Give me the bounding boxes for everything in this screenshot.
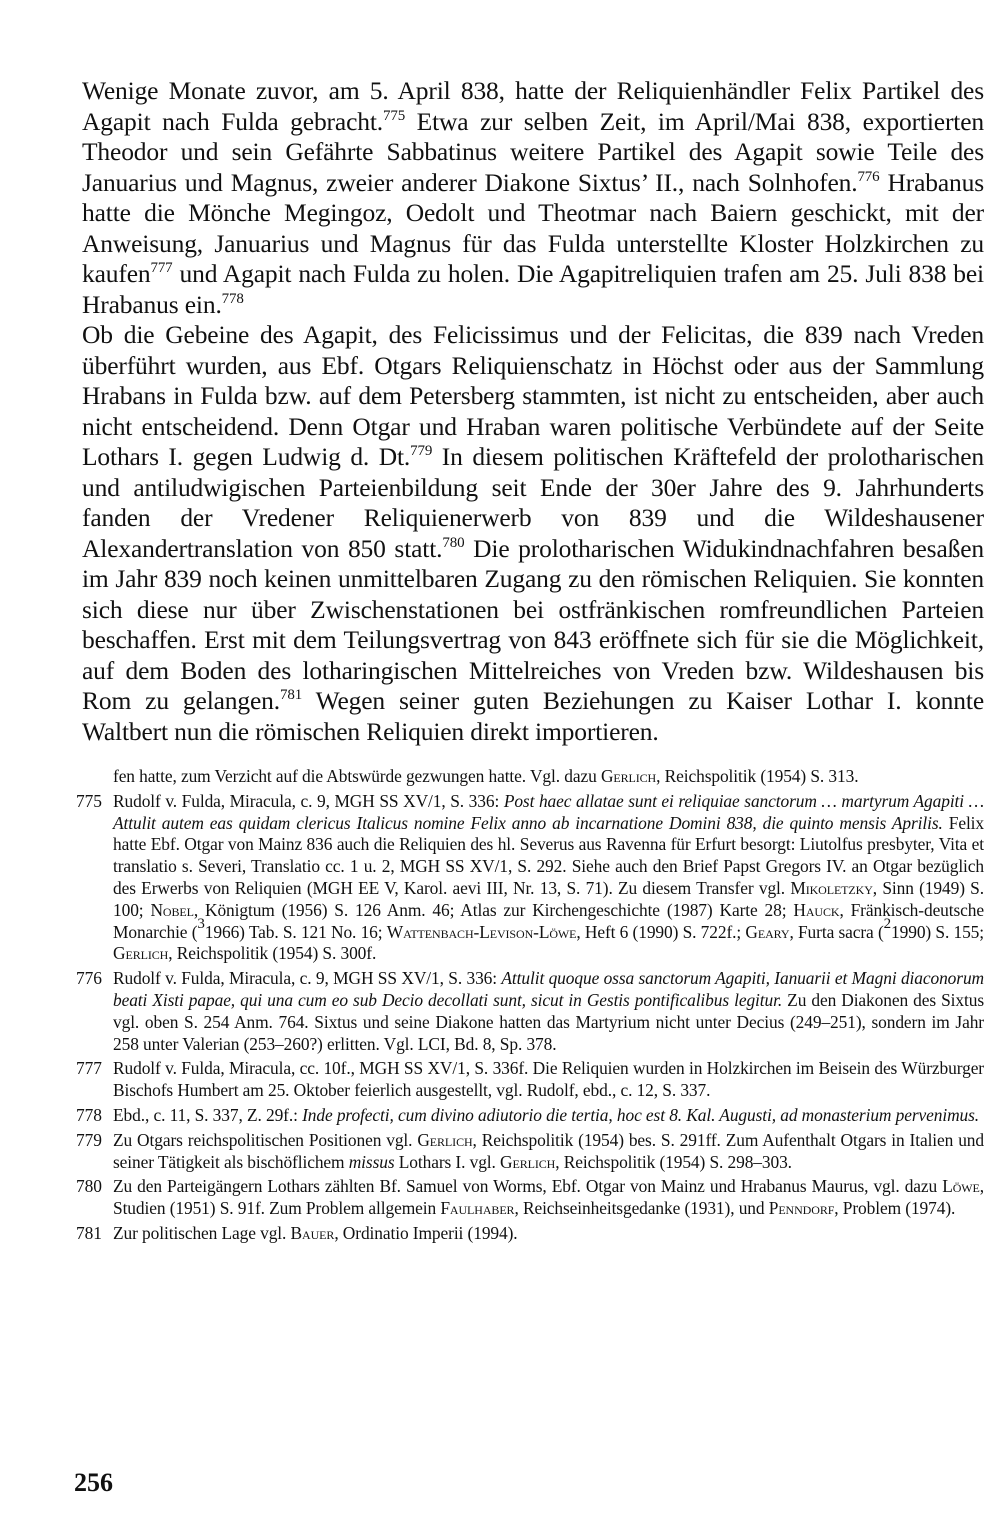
footnote-number: 779 [76, 1129, 102, 1150]
author-name: Löwe [942, 1176, 980, 1197]
text-run: Ebd., c. 11, S. 337, Z. 29f.: [113, 1104, 303, 1125]
text-run: Zu den Parteigängern Lothars zählten Bf. Samuel von Worms, Ebf. Otgar von Mainz und Hrabanus Maurus, vgl. dazu [113, 1176, 943, 1197]
text-run: Wenige Monate zuvor, am 5. April 838, hatte der Reliquienhändler Felix Partikel des Agapit nach Fulda gebracht. [82, 76, 984, 136]
text-run: Rudolf v. Fulda, Miracula, cc. 10f., MGH SS XV/1, S. 336f. Die Reliquien wurden in Holzkirchen im Beisein des Würzburger Bischofs Humbert am 25. Oktober feierlich ausgestellt, vgl. Rudolf, ebd., c. 12, S. 337. [113, 1058, 984, 1101]
text-run: , Königtum (1956) S. 126 Anm. 46; Atlas zur Kirchengeschichte (1987) Karte 28; [193, 899, 794, 920]
footnote [76, 766, 984, 788]
footnote [76, 1058, 984, 1102]
text-run: Etwa zur selben Zeit, im April/Mai 838, exportierten Theodor und sein Gefährte Sabbatinus weitere Partikel des Agapit sowie Teile des Januarius und Magnus, zweier anderer Diakone Sixtus’ II., nach Solnhofen. [82, 106, 985, 197]
author-name: Gerlich [500, 1151, 556, 1172]
footnote-ref: 779 [410, 443, 433, 459]
text-run: Zur politischen Lage vgl. [113, 1222, 291, 1243]
author-name: Mikoletzky [790, 877, 873, 898]
text-run: 1990) S. 155; [891, 921, 984, 942]
text-run: Zu Otgars reichspolitischen Positionen vgl. [113, 1129, 418, 1150]
author-name: Gerlich [417, 1129, 473, 1150]
text-run: , Problem (1974). [834, 1198, 956, 1219]
text-run: , Reichseinheitsgedanke (1931), und [514, 1198, 769, 1219]
footnote-text [113, 1176, 984, 1218]
footnote-number: 781 [76, 1222, 102, 1243]
footnote [76, 1105, 984, 1127]
footnote-text [113, 1130, 984, 1172]
footnote [76, 791, 984, 965]
paragraph [82, 320, 984, 747]
footnote-text [113, 791, 984, 964]
text-run: Hrabanus hatte die Mönche Megingoz, Oedolt und Theotmar nach Baiern geschickt, mit der Anweisung, Januarius und Magnus für das Fulda unterstellte Kloster Holzkirchen zu kaufen [82, 167, 984, 288]
author-name: Wattenbach-Levison-Löwe [386, 921, 577, 942]
text-run: Rudolf v. Fulda, Miracula, c. 9, MGH SS XV/1, S. 336: [113, 790, 504, 811]
author-name: Bauer [290, 1222, 335, 1243]
author-name: Faulhaber [440, 1198, 515, 1219]
text-run: Wegen seiner guten Beziehungen zu Kaiser Lothar I. konnte Waltbert nun die römischen Reliquien direkt importieren. [82, 686, 984, 746]
text-run: Ob die Gebeine des Agapit, des Felicissimus und der Felicitas, die 839 nach Vreden überführt wurden, aus Ebf. Otgars Reliquienschatz in Höchst oder aus der Sammlung Hrabans in Fulda bzw. auf dem Petersberg stammten, ist nicht zu entscheiden, aber auch nicht entscheidend. Denn Otgar und Hraban waren politische Verbündete auf der Seite Lothars I. gegen Ludwig d. Dt. [82, 320, 984, 471]
footnote-ref: 781 [280, 687, 303, 703]
text-run: , Studien (1951) S. 91f. Zum Problem allgemein [113, 1176, 984, 1219]
footnote [76, 1176, 984, 1220]
text-run: , Reichspolitik (1954) S. 300f. [168, 943, 377, 964]
text-run: , Ordinatio Imperii (1994). [334, 1222, 518, 1243]
page-number: 256 [74, 1468, 113, 1497]
text-run: , Reichspolitik (1954) bes. S. 291ff. Zum Aufenthalt Otgars in Italien und seiner Tätigkeit als bischöflichem [113, 1129, 984, 1172]
footnote-number: 775 [76, 790, 102, 811]
footnote-ref: 775 [383, 107, 406, 124]
footnote-number: 778 [76, 1104, 102, 1125]
text-run: und Agapit nach Fulda zu holen. Die Agapitreliquien trafen am 25. Juli 838 bei Hrabanus ein. [82, 259, 984, 319]
italic-text: Inde profecti, cum divino adiutorio die tertia, hoc est 8. Kal. Augusti, ad monasterium pervenimus. [302, 1104, 980, 1125]
footnote-text [113, 1105, 979, 1125]
text-run: In diesem politischen Kräftefeld der prolotharischen und antiludwigischen Parteienbildung seit Ende der 30er Jahre des 9. Jahrhunderts fanden der Vredener Reliquienerwerb von 839 und die Wildeshausener Alexandertranslation von 850 statt. [82, 442, 984, 563]
text-run: , Reichspolitik (1954) S. 313. [656, 766, 859, 786]
author-name: Gerlich [600, 766, 657, 786]
footnote-ref: 2 [883, 915, 892, 932]
text-run: fen hatte, zum Verzicht auf die Abtswürde gezwungen hatte. Vgl. dazu [113, 766, 601, 786]
footnote [76, 968, 984, 1055]
footnote-ref: 776 [857, 168, 880, 185]
author-name: Geary [745, 921, 790, 942]
italic-text: missus [348, 1151, 395, 1172]
author-name: Hauck [793, 899, 840, 920]
text-run: Zu den Diakonen des Sixtus vgl. oben S. 254 Anm. 764. Sixtus und seine Diakone hatten das Martyrium nicht unter Decius (249–251), sondern im Jahr 258 unter Valerian (253–260?) erlitten. Vgl. LCI, Bd. 8, Sp. 378. [113, 989, 984, 1054]
main-text [82, 76, 984, 747]
italic-text: Attulit quoque ossa sanctorum Agapiti, Ianuarii et Magni diaconorum beati Xisti papae, qui una cum eo sub Decio decollati sunt, sicut in Gestis pontificalibus legitur. [113, 968, 985, 1010]
text-run: Rudolf v. Fulda, Miracula, c. 9, MGH SS XV/1, S. 336: [113, 968, 502, 989]
text-run: , Reichspolitik (1954) S. 298–303. [555, 1151, 792, 1172]
footnote-ref: 777 [150, 260, 173, 276]
text-run: , Fränkisch-deutsche Monarchie ( [113, 899, 985, 942]
text-run: , Sinn (1949) S. 100; [113, 877, 984, 920]
footnote-ref: 778 [221, 290, 244, 307]
text-run: , Heft 6 (1990) S. 722f.; [576, 921, 746, 942]
footnote-number: 776 [76, 968, 102, 989]
text-run: 1966) Tab. S. 121 No. 16; [204, 921, 387, 942]
author-name: Nobel [150, 899, 194, 920]
author-name: Gerlich [113, 943, 169, 964]
footnote-number: 777 [76, 1058, 102, 1079]
italic-text: Post haec allatae sunt ei reliquiae sanctorum … martyrum Agapiti … Attulit autem eas quidam clericus Italicus nomine Felix anno ab incarnatione Domini 838, die quinto mensis Aprilis. [113, 790, 984, 833]
footnotes [76, 766, 984, 1248]
footnote [76, 1223, 984, 1245]
text-run: Lothars I. vgl. [394, 1151, 501, 1172]
paragraph [82, 76, 984, 320]
author-name: Penndorf [768, 1198, 835, 1219]
footnote-text [113, 1058, 984, 1100]
footnote-ref: 780 [442, 534, 465, 551]
footnote-text [113, 968, 984, 1053]
footnote-text [113, 1223, 518, 1243]
footnote [76, 1130, 984, 1174]
text-run: , Furta sacra ( [789, 921, 884, 942]
footnote-ref: 3 [197, 915, 205, 932]
footnote-text [113, 766, 858, 786]
text-run: Die prolotharischen Widukindnachfahren besaßen im Jahr 839 noch keinen unmittelbaren Zugang zu den römischen Reliquien. Sie konnten sich diese nur über Zwischenstationen bei ostfränkischen romfreundlichen Parteien beschaffen. Erst mit dem Teilungsvertrag von 843 eröffnete sich für sie die Möglichkeit, auf dem Boden des lotharingischen Mittelreiches von Vreden bzw. Wildeshausen bis Rom zu gelangen. [82, 533, 984, 715]
footnote-number: 780 [76, 1176, 102, 1197]
text-run: Felix hatte Ebf. Otgar von Mainz 836 auch die Reliquien des hl. Severus aus Ravenna für Erfurt besorgt: Liutolfus presbyter, Vita et translatio s. Severi, Translatio cc. 1 u. 2, MGH SS XV/1, S. 292. Siehe auch den Brief Papst Gregors IV. an Otgar bezüglich des Erwerbs von Reliquien (MGH EE V, Karol. aevi III, Nr. 13, S. 71). Zu diesem Transfer vgl. [113, 812, 985, 898]
